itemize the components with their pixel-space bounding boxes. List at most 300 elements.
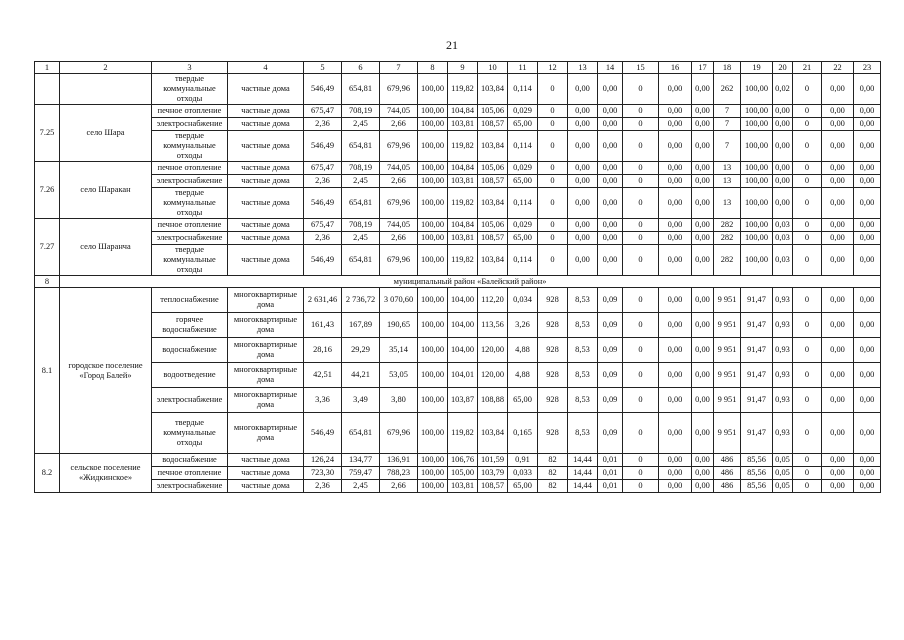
housing-type: частные дома <box>228 467 304 480</box>
data-cell: 0,00 <box>854 232 881 245</box>
data-cell: 0,00 <box>773 162 793 175</box>
data-cell: 113,56 <box>478 313 508 338</box>
region-row <box>35 276 881 288</box>
data-cell: 100,00 <box>418 245 448 276</box>
data-cell: 0,00 <box>692 288 714 313</box>
data-cell: 0,91 <box>508 454 538 467</box>
data-cell: 0,114 <box>508 131 538 162</box>
column-number: 17 <box>692 62 714 74</box>
housing-type: многоквартирные дома <box>228 288 304 313</box>
data-cell: 0,00 <box>692 131 714 162</box>
settlement-name: сельское поселение «Жидкинское» <box>60 454 152 493</box>
data-cell: 679,96 <box>380 74 418 105</box>
data-cell: 14,44 <box>568 467 598 480</box>
column-number: 10 <box>478 62 508 74</box>
data-cell: 0 <box>623 131 659 162</box>
data-cell: 119,82 <box>448 74 478 105</box>
data-cell: 679,96 <box>380 413 418 454</box>
data-cell: 0,00 <box>854 245 881 276</box>
settlement-name: село Шаракан <box>60 162 152 219</box>
data-cell: 788,23 <box>380 467 418 480</box>
data-cell: 91,47 <box>741 363 773 388</box>
data-cell: 0,00 <box>773 118 793 131</box>
service-type: теплоснабжение <box>152 288 228 313</box>
data-cell: 0,00 <box>692 363 714 388</box>
data-cell: 100,00 <box>741 175 773 188</box>
data-cell: 282 <box>714 232 741 245</box>
data-cell: 0,00 <box>659 288 692 313</box>
data-cell: 0,00 <box>854 118 881 131</box>
data-cell: 0 <box>623 467 659 480</box>
table-row <box>35 480 881 493</box>
data-cell: 104,00 <box>448 288 478 313</box>
data-cell: 928 <box>538 338 568 363</box>
table-row <box>35 363 881 388</box>
data-cell: 3 070,60 <box>380 288 418 313</box>
data-cell: 0 <box>793 388 822 413</box>
housing-type: частные дома <box>228 131 304 162</box>
data-cell: 0,00 <box>659 162 692 175</box>
service-type: водоснабжение <box>152 454 228 467</box>
data-cell: 0,114 <box>508 188 538 219</box>
data-cell: 0 <box>793 74 822 105</box>
data-cell: 105,06 <box>478 219 508 232</box>
data-cell: 546,49 <box>304 188 342 219</box>
service-type: твердые коммунальные отходы <box>152 245 228 276</box>
service-type: печное отопление <box>152 105 228 118</box>
data-cell: 0,00 <box>854 219 881 232</box>
data-cell: 4,88 <box>508 363 538 388</box>
column-number: 13 <box>568 62 598 74</box>
data-cell: 679,96 <box>380 131 418 162</box>
data-cell: 0,00 <box>854 175 881 188</box>
data-cell: 100,00 <box>418 313 448 338</box>
data-cell: 42,51 <box>304 363 342 388</box>
column-number: 19 <box>741 62 773 74</box>
data-cell: 282 <box>714 219 741 232</box>
data-cell: 0,93 <box>773 313 793 338</box>
data-cell: 0,00 <box>692 219 714 232</box>
data-cell: 0,033 <box>508 467 538 480</box>
data-cell: 161,43 <box>304 313 342 338</box>
table-row <box>35 388 881 413</box>
service-type: твердые коммунальные отходы <box>152 188 228 219</box>
data-cell: 2,36 <box>304 175 342 188</box>
data-cell: 282 <box>714 245 741 276</box>
data-cell: 100,00 <box>418 288 448 313</box>
data-cell: 0,00 <box>822 245 854 276</box>
service-type: электроснабжение <box>152 232 228 245</box>
data-cell: 100,00 <box>741 105 773 118</box>
data-cell: 103,81 <box>448 232 478 245</box>
data-cell: 744,05 <box>380 162 418 175</box>
column-number: 11 <box>508 62 538 74</box>
data-cell: 3,49 <box>342 388 380 413</box>
data-cell: 0,00 <box>659 245 692 276</box>
data-cell: 0 <box>623 338 659 363</box>
row-number: 8.2 <box>35 454 60 493</box>
data-cell: 105,06 <box>478 105 508 118</box>
table-row <box>35 188 881 219</box>
row-number: 8.1 <box>35 288 60 454</box>
data-cell: 0,00 <box>822 338 854 363</box>
data-cell: 119,82 <box>448 413 478 454</box>
data-cell: 654,81 <box>342 74 380 105</box>
housing-type: частные дома <box>228 105 304 118</box>
data-cell: 486 <box>714 454 741 467</box>
data-cell: 0 <box>793 413 822 454</box>
table-row <box>35 131 881 162</box>
data-cell: 29,29 <box>342 338 380 363</box>
housing-type: частные дома <box>228 188 304 219</box>
data-cell: 0,93 <box>773 288 793 313</box>
data-cell: 0 <box>793 219 822 232</box>
data-cell: 120,00 <box>478 363 508 388</box>
data-cell: 759,47 <box>342 467 380 480</box>
housing-type: многоквартирные дома <box>228 363 304 388</box>
data-cell: 44,21 <box>342 363 380 388</box>
service-type: твердые коммунальные отходы <box>152 131 228 162</box>
data-cell: 0,00 <box>692 245 714 276</box>
data-cell: 85,56 <box>741 480 773 493</box>
data-cell: 13 <box>714 175 741 188</box>
data-cell: 486 <box>714 480 741 493</box>
data-cell: 0,00 <box>598 131 623 162</box>
data-cell: 0,09 <box>598 413 623 454</box>
table-row <box>35 313 881 338</box>
data-cell: 0,00 <box>598 232 623 245</box>
column-number: 22 <box>822 62 854 74</box>
data-cell: 100,00 <box>418 413 448 454</box>
data-cell: 0,93 <box>773 388 793 413</box>
data-cell: 0 <box>623 454 659 467</box>
data-cell: 546,49 <box>304 74 342 105</box>
data-cell: 100,00 <box>741 131 773 162</box>
data-cell: 0,00 <box>598 175 623 188</box>
data-cell: 0,00 <box>822 363 854 388</box>
data-cell: 13 <box>714 162 741 175</box>
data-cell: 486 <box>714 467 741 480</box>
data-cell: 0,00 <box>659 338 692 363</box>
data-cell: 0,00 <box>659 232 692 245</box>
data-cell: 0,00 <box>598 74 623 105</box>
data-cell: 0,00 <box>773 188 793 219</box>
data-cell: 0,029 <box>508 162 538 175</box>
data-cell: 0,01 <box>598 467 623 480</box>
data-cell: 0,00 <box>659 105 692 118</box>
data-cell: 119,82 <box>448 245 478 276</box>
data-cell: 0,00 <box>822 105 854 118</box>
data-cell: 0,09 <box>598 288 623 313</box>
data-cell: 0,00 <box>692 232 714 245</box>
data-cell: 100,00 <box>418 188 448 219</box>
data-cell: 105,00 <box>448 467 478 480</box>
data-cell: 108,88 <box>478 388 508 413</box>
data-cell: 0 <box>623 188 659 219</box>
data-cell: 103,87 <box>448 388 478 413</box>
data-cell: 126,24 <box>304 454 342 467</box>
data-cell: 0,00 <box>598 105 623 118</box>
data-cell: 0 <box>623 175 659 188</box>
data-cell: 262 <box>714 74 741 105</box>
data-cell: 7 <box>714 131 741 162</box>
data-cell: 100,00 <box>741 245 773 276</box>
data-cell: 0 <box>793 245 822 276</box>
data-cell: 91,47 <box>741 413 773 454</box>
data-cell: 0,05 <box>773 480 793 493</box>
settlement-name <box>60 74 152 105</box>
data-cell: 103,81 <box>448 175 478 188</box>
data-cell: 0,00 <box>598 162 623 175</box>
data-cell: 0,00 <box>773 131 793 162</box>
data-cell: 108,57 <box>478 480 508 493</box>
data-cell: 0,00 <box>659 188 692 219</box>
data-cell: 100,00 <box>741 188 773 219</box>
data-cell: 100,00 <box>418 363 448 388</box>
service-type: печное отопление <box>152 162 228 175</box>
data-cell: 0,00 <box>659 363 692 388</box>
data-cell: 0,00 <box>854 467 881 480</box>
data-cell: 0 <box>793 162 822 175</box>
data-cell: 9 951 <box>714 313 741 338</box>
housing-type: частные дома <box>228 118 304 131</box>
data-cell: 0,00 <box>692 454 714 467</box>
service-type: твердые коммунальные отходы <box>152 413 228 454</box>
data-cell: 91,47 <box>741 313 773 338</box>
data-cell: 100,00 <box>418 388 448 413</box>
data-cell: 112,20 <box>478 288 508 313</box>
data-cell: 0 <box>538 162 568 175</box>
data-cell: 82 <box>538 480 568 493</box>
data-cell: 100,00 <box>741 219 773 232</box>
data-cell: 103,81 <box>448 118 478 131</box>
data-cell: 0,00 <box>854 131 881 162</box>
data-cell: 0,114 <box>508 74 538 105</box>
data-cell: 2,36 <box>304 232 342 245</box>
data-cell: 8,53 <box>568 288 598 313</box>
data-cell: 0,01 <box>598 480 623 493</box>
column-number: 1 <box>35 62 60 74</box>
data-cell: 100,00 <box>418 338 448 363</box>
data-cell: 0,00 <box>659 74 692 105</box>
housing-type: частные дома <box>228 480 304 493</box>
data-cell: 2,45 <box>342 480 380 493</box>
housing-type: многоквартирные дома <box>228 338 304 363</box>
data-cell: 0,00 <box>659 454 692 467</box>
data-cell: 928 <box>538 313 568 338</box>
data-cell: 9 951 <box>714 363 741 388</box>
service-type: печное отопление <box>152 219 228 232</box>
data-cell: 0,09 <box>598 388 623 413</box>
data-cell: 65,00 <box>508 118 538 131</box>
data-cell: 0,00 <box>854 74 881 105</box>
housing-type: частные дома <box>228 162 304 175</box>
column-number: 23 <box>854 62 881 74</box>
settlement-name: городское поселение «Город Балей» <box>60 288 152 454</box>
data-cell: 0,00 <box>822 413 854 454</box>
data-cell: 0 <box>793 480 822 493</box>
data-cell: 679,96 <box>380 245 418 276</box>
data-cell: 0,00 <box>854 338 881 363</box>
data-cell: 2,45 <box>342 232 380 245</box>
data-cell: 0 <box>538 219 568 232</box>
data-cell: 104,00 <box>448 338 478 363</box>
data-cell: 0,00 <box>568 131 598 162</box>
region-name: муниципальный район «Балейский район» <box>60 276 881 288</box>
data-cell: 8,53 <box>568 388 598 413</box>
data-cell: 0 <box>538 175 568 188</box>
table-row <box>35 338 881 363</box>
data-cell: 0,00 <box>822 232 854 245</box>
data-cell: 65,00 <box>508 388 538 413</box>
data-cell: 0 <box>538 131 568 162</box>
data-cell: 0 <box>623 413 659 454</box>
data-cell: 0,03 <box>773 219 793 232</box>
data-cell: 3,36 <box>304 388 342 413</box>
data-cell: 2,45 <box>342 118 380 131</box>
column-number: 3 <box>152 62 228 74</box>
region-number: 8 <box>35 276 60 288</box>
column-number: 18 <box>714 62 741 74</box>
data-cell: 0,00 <box>822 467 854 480</box>
data-cell: 85,56 <box>741 454 773 467</box>
data-cell: 100,00 <box>418 105 448 118</box>
data-cell: 100,00 <box>741 162 773 175</box>
service-type: горячее водоснабжение <box>152 313 228 338</box>
data-cell: 0,00 <box>822 188 854 219</box>
data-cell: 103,84 <box>478 245 508 276</box>
housing-type: частные дома <box>228 245 304 276</box>
column-number: 16 <box>659 62 692 74</box>
data-cell: 744,05 <box>380 105 418 118</box>
data-cell: 0 <box>793 175 822 188</box>
data-cell: 0,00 <box>822 219 854 232</box>
data-cell: 103,84 <box>478 413 508 454</box>
data-cell: 708,19 <box>342 105 380 118</box>
data-cell: 7 <box>714 105 741 118</box>
data-cell: 0 <box>538 105 568 118</box>
data-cell: 106,76 <box>448 454 478 467</box>
data-cell: 0,029 <box>508 105 538 118</box>
data-cell: 0 <box>793 105 822 118</box>
row-number: 7.27 <box>35 219 60 276</box>
data-cell: 119,82 <box>448 188 478 219</box>
data-cell: 0,00 <box>822 288 854 313</box>
data-cell: 0,00 <box>692 388 714 413</box>
data-cell: 100,00 <box>418 232 448 245</box>
housing-type: многоквартирные дома <box>228 413 304 454</box>
column-number: 15 <box>623 62 659 74</box>
data-cell: 100,00 <box>418 74 448 105</box>
data-cell: 100,00 <box>741 74 773 105</box>
data-cell: 0,00 <box>854 313 881 338</box>
data-cell: 103,84 <box>478 74 508 105</box>
data-cell: 0 <box>538 74 568 105</box>
data-cell: 0 <box>793 454 822 467</box>
table-row <box>35 105 881 118</box>
data-cell: 0 <box>623 363 659 388</box>
data-cell: 0,00 <box>692 175 714 188</box>
data-cell: 0,93 <box>773 338 793 363</box>
data-cell: 0,01 <box>598 454 623 467</box>
data-cell: 2,66 <box>380 480 418 493</box>
data-cell: 0,00 <box>659 175 692 188</box>
column-number: 14 <box>598 62 623 74</box>
data-cell: 0,00 <box>854 413 881 454</box>
data-cell: 103,79 <box>478 467 508 480</box>
table-row <box>35 162 881 175</box>
data-cell: 2,36 <box>304 480 342 493</box>
data-cell: 0,00 <box>854 288 881 313</box>
data-cell: 0,00 <box>659 131 692 162</box>
data-cell: 0,00 <box>854 162 881 175</box>
data-cell: 0,00 <box>598 219 623 232</box>
data-cell: 546,49 <box>304 131 342 162</box>
data-cell: 0 <box>623 480 659 493</box>
data-cell: 53,05 <box>380 363 418 388</box>
housing-type: частные дома <box>228 74 304 105</box>
data-cell: 9 951 <box>714 388 741 413</box>
data-cell: 0,00 <box>854 188 881 219</box>
data-cell: 679,96 <box>380 188 418 219</box>
data-cell: 723,30 <box>304 467 342 480</box>
data-cell: 91,47 <box>741 338 773 363</box>
data-cell: 675,47 <box>304 219 342 232</box>
data-cell: 0,00 <box>822 480 854 493</box>
service-type: твердые коммунальные отходы <box>152 74 228 105</box>
data-cell: 0,00 <box>598 188 623 219</box>
data-cell: 108,57 <box>478 232 508 245</box>
data-cell: 0 <box>623 105 659 118</box>
data-cell: 0,09 <box>598 338 623 363</box>
housing-type: частные дома <box>228 219 304 232</box>
data-cell: 103,81 <box>448 480 478 493</box>
data-cell: 0,00 <box>568 74 598 105</box>
data-cell: 0 <box>793 232 822 245</box>
data-cell: 546,49 <box>304 413 342 454</box>
data-cell: 0,00 <box>692 118 714 131</box>
data-cell: 8,53 <box>568 338 598 363</box>
data-cell: 0,00 <box>692 105 714 118</box>
data-cell: 103,84 <box>478 188 508 219</box>
data-cell: 0,00 <box>854 388 881 413</box>
table-row <box>35 219 881 232</box>
data-cell: 105,06 <box>478 162 508 175</box>
column-number-row <box>35 62 881 74</box>
data-cell: 0 <box>623 288 659 313</box>
data-cell: 100,00 <box>418 454 448 467</box>
data-cell: 0 <box>793 188 822 219</box>
data-cell: 0 <box>538 118 568 131</box>
table-row <box>35 454 881 467</box>
data-cell: 0,02 <box>773 74 793 105</box>
data-cell: 14,44 <box>568 480 598 493</box>
data-cell: 0,00 <box>692 74 714 105</box>
data-cell: 9 951 <box>714 338 741 363</box>
data-cell: 0,00 <box>692 480 714 493</box>
data-cell: 0,114 <box>508 245 538 276</box>
data-cell: 8,53 <box>568 363 598 388</box>
column-number: 20 <box>773 62 793 74</box>
data-cell: 100,00 <box>418 219 448 232</box>
data-cell: 675,47 <box>304 105 342 118</box>
housing-type: многоквартирные дома <box>228 313 304 338</box>
data-cell: 0 <box>623 118 659 131</box>
housing-type: многоквартирные дома <box>228 388 304 413</box>
data-cell: 35,14 <box>380 338 418 363</box>
data-cell: 104,84 <box>448 162 478 175</box>
data-cell: 0,93 <box>773 363 793 388</box>
